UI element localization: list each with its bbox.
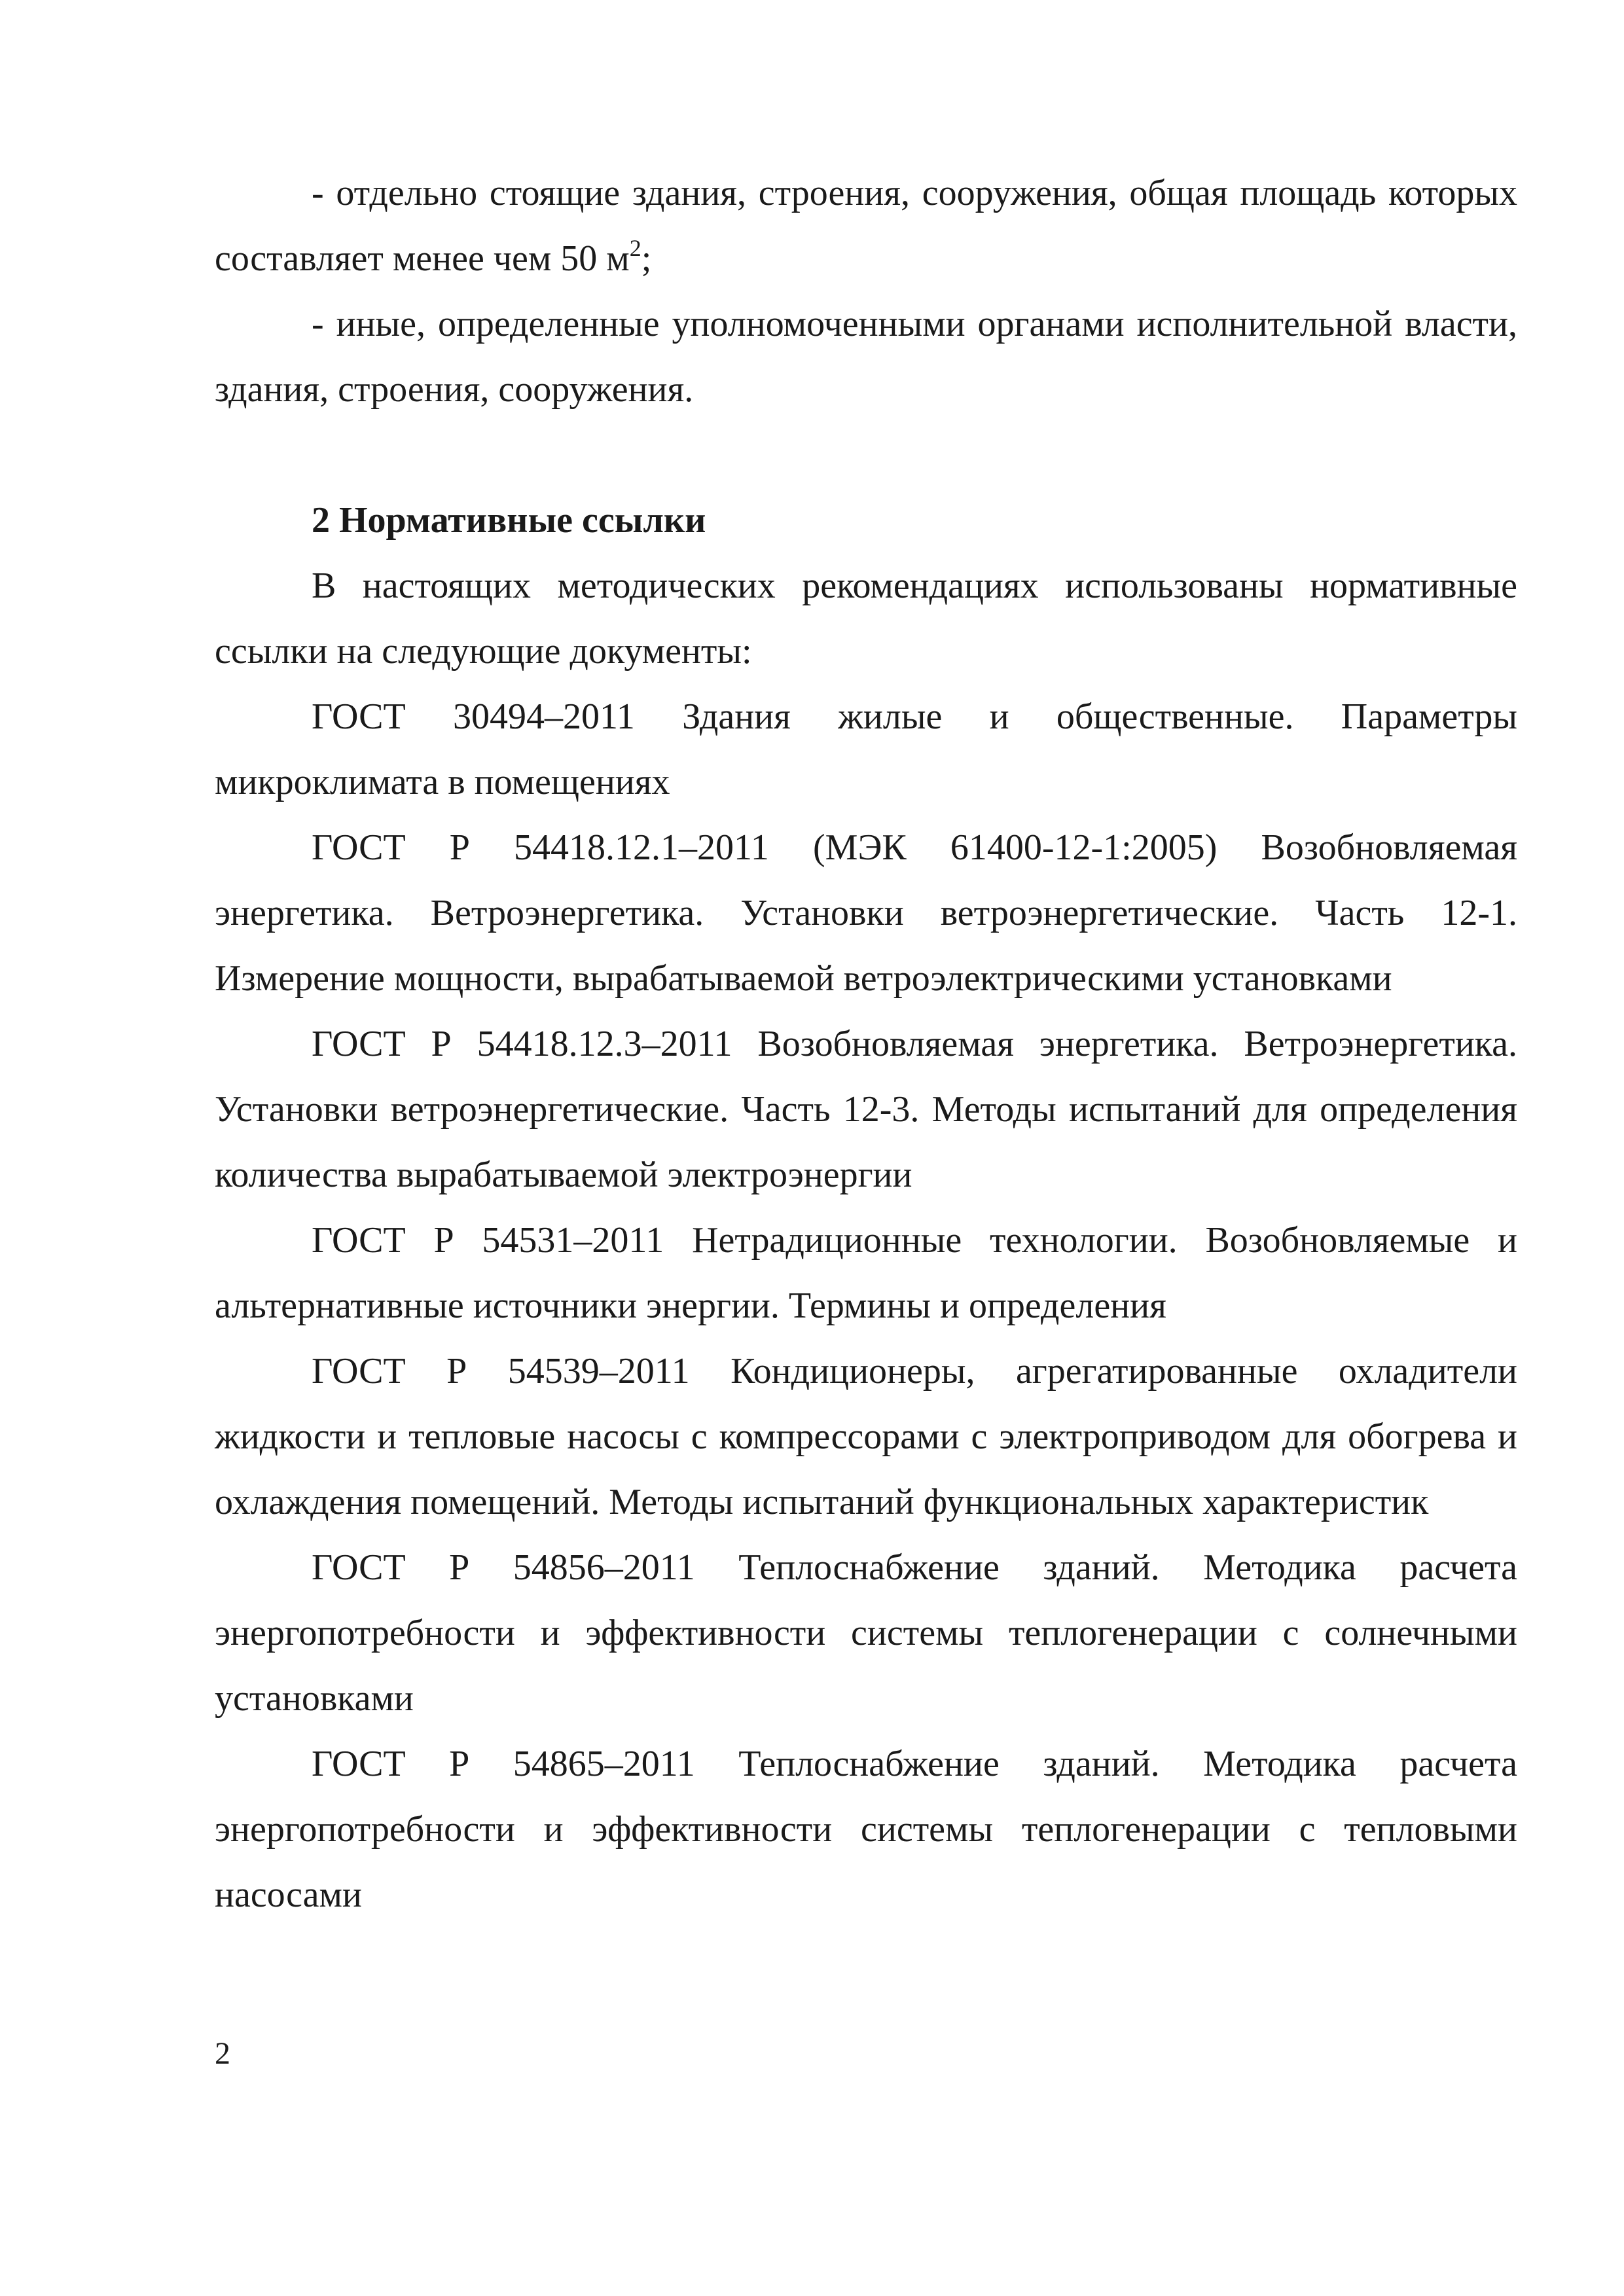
reference-item: ГОСТ Р 54418.12.1–2011 (МЭК 61400-12-1:2005) Возобновляемая энергетика. Ветроэнергетика. Установки ветроэнергетические. Часть 12-1. Измерение мощности, вырабатываемой ветроэлектрическими установками bbox=[215, 827, 1517, 999]
list-item: - иные, определенные уполномоченными органами исполнительной власти, здания, строения, сооружения. bbox=[215, 304, 1517, 410]
reference-item: ГОСТ Р 54539–2011 Кондиционеры, агрегатированные охладители жидкости и тепловые насосы с компрессорами с электроприводом для обогрева и охлаждения помещений. Методы испытаний функциональных характеристик bbox=[215, 1351, 1517, 1522]
reference-item: ГОСТ Р 54856–2011 Теплоснабжение зданий. Методика расчета энергопотребности и эффективности системы теплогенерации с солнечными установками bbox=[215, 1547, 1517, 1719]
page-number: 2 bbox=[215, 2036, 230, 2071]
reference-item: ГОСТ Р 54865–2011 Теплоснабжение зданий. Методика расчета энергопотребности и эффективности системы теплогенерации с тепловыми насосами bbox=[215, 1744, 1517, 1915]
reference-item: ГОСТ Р 54418.12.3–2011 Возобновляемая энергетика. Ветроэнергетика. Установки ветроэнергетические. Часть 12-3. Методы испытаний для определения количества вырабатываемой электроэнергии bbox=[215, 1024, 1517, 1195]
list-item-end: ; bbox=[641, 238, 652, 279]
list-item bbox=[215, 160, 1517, 291]
superscript: 2 bbox=[629, 235, 641, 261]
document-page bbox=[215, 160, 1517, 1928]
reference-item: ГОСТ Р 54531–2011 Нетрадиционные технологии. Возобновляемые и альтернативные источники энергии. Термины и определения bbox=[215, 1220, 1517, 1326]
reference-item: ГОСТ 30494–2011 Здания жилые и общественные. Параметры микроклимата в помещениях bbox=[215, 696, 1517, 802]
section-heading: 2 Нормативные ссылки bbox=[312, 500, 706, 541]
list-item-text: - отдельно стоящие здания, строения, сооружения, общая площадь которых составляет менее чем 50 м bbox=[215, 173, 1517, 279]
section-intro: В настоящих методических рекомендациях использованы нормативные ссылки на следующие документы: bbox=[215, 565, 1517, 672]
